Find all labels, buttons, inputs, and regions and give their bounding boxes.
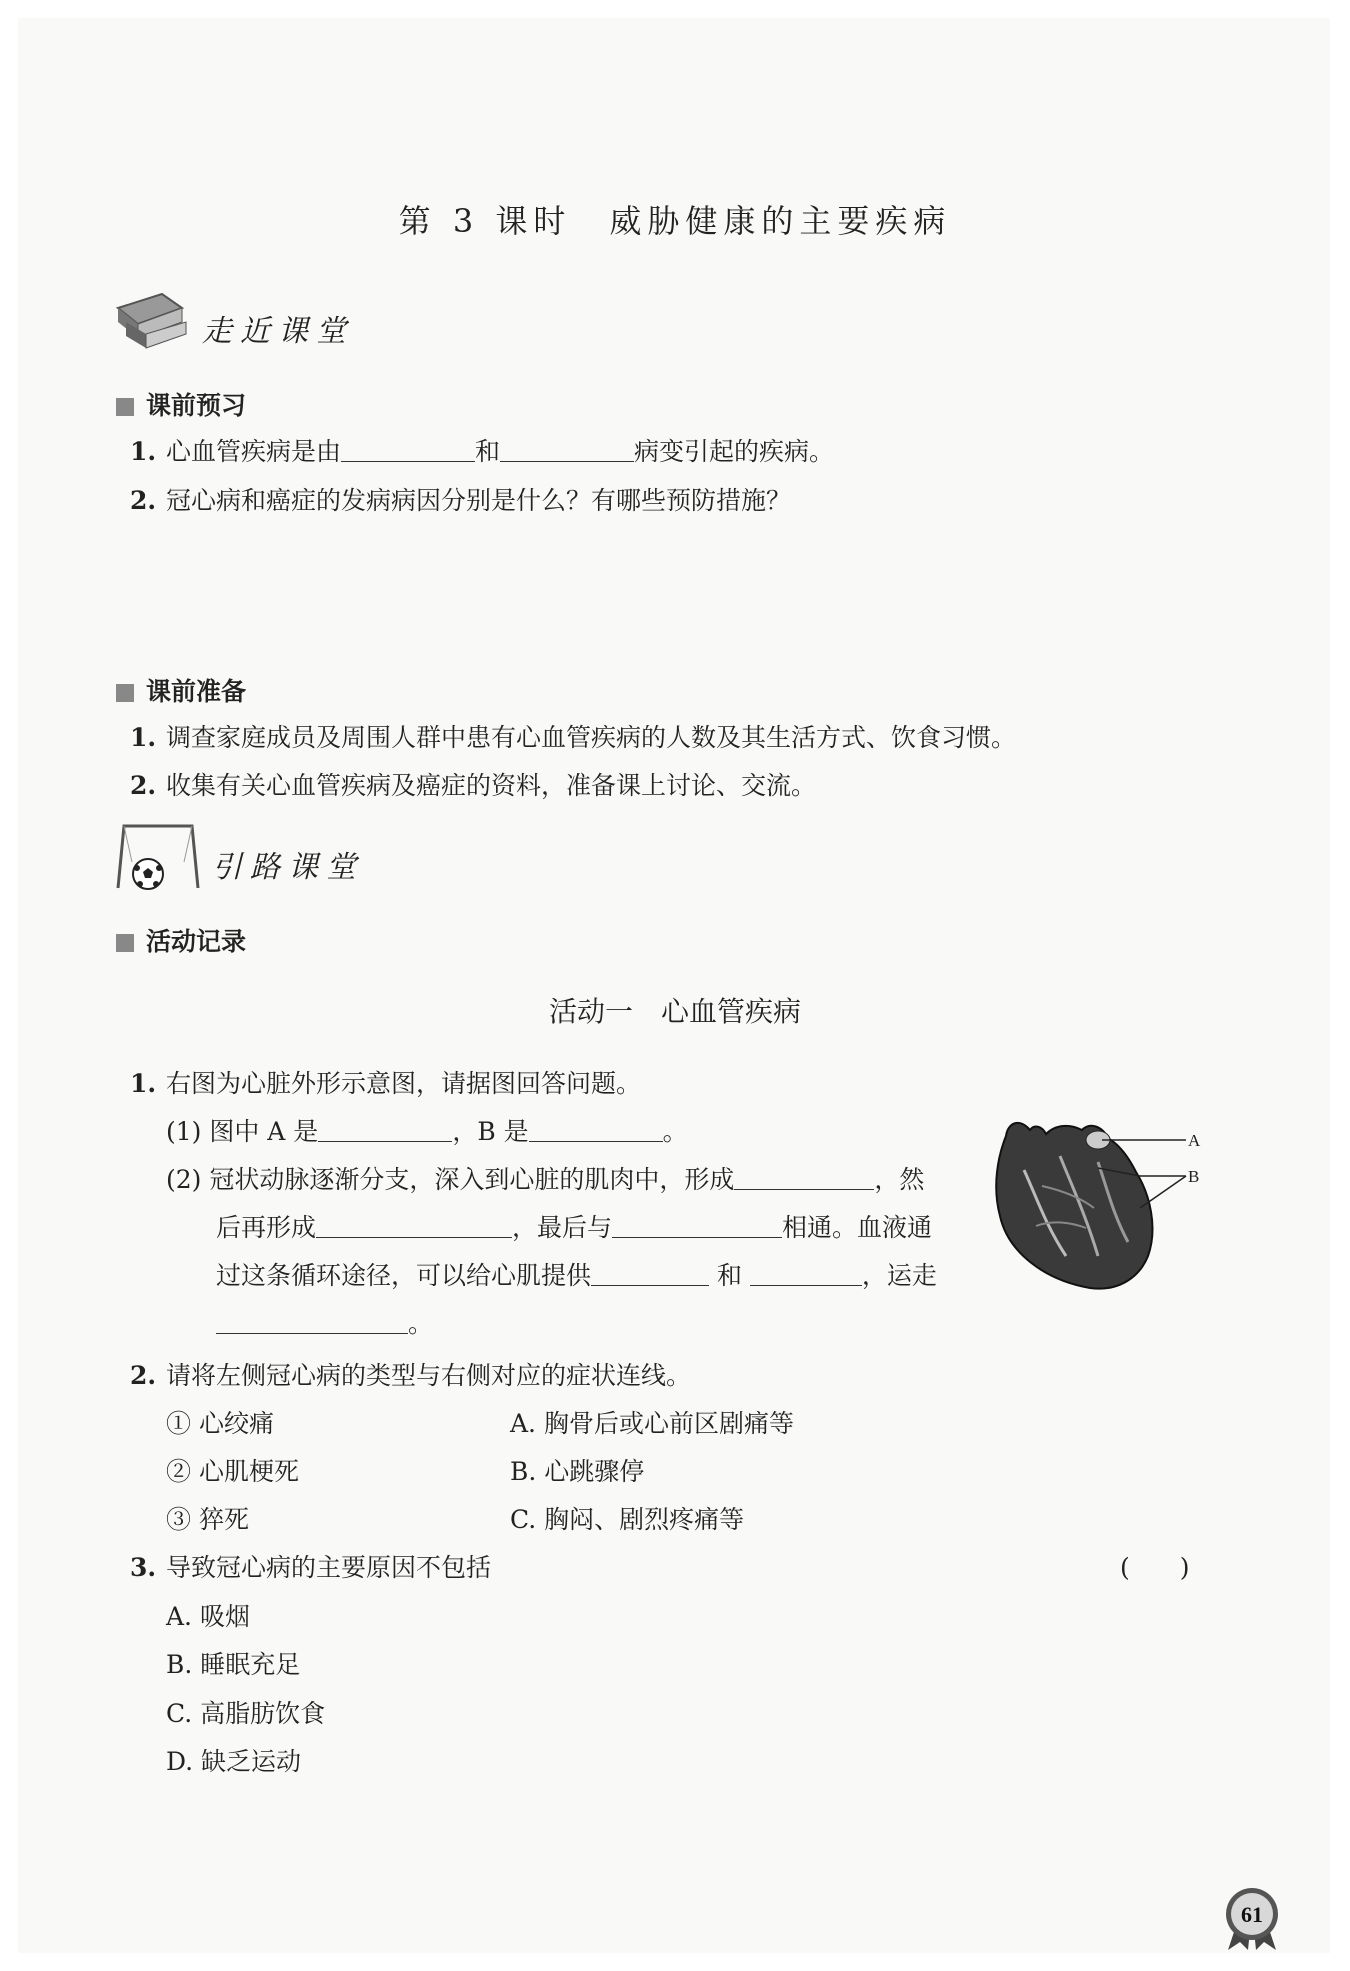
question-line: (2) 冠状动脉逐渐分支，深入到心脏的肌肉中，形成 ，然 (166, 1165, 925, 1194)
question-line: 2. 冠心病和癌症的发病病因分别是什么？有哪些预防措施？ (130, 486, 792, 515)
fill-blank[interactable] (529, 1119, 663, 1142)
fill-blank[interactable] (612, 1215, 782, 1238)
match-right[interactable]: B. 心跳骤停 (510, 1457, 645, 1486)
question-line: 。 (216, 1304, 433, 1340)
subheading: 课前准备 (116, 672, 246, 708)
match-left[interactable]: ③ 猝死 (166, 1505, 249, 1534)
fill-blank[interactable] (316, 1215, 512, 1238)
choice-option[interactable]: D. 缺乏运动 (166, 1747, 302, 1776)
question-line: 2. 收集有关心血管疾病及癌症的资料，准备课上讨论、交流。 (130, 771, 817, 800)
fill-blank[interactable] (216, 1311, 408, 1334)
fill-blank[interactable] (500, 439, 634, 462)
question-line: (1) 图中 A 是 ，B 是 。 (166, 1117, 688, 1146)
match-right[interactable]: C. 胸闷、剧烈疼痛等 (510, 1505, 745, 1534)
square-bullet-icon (116, 398, 134, 416)
page-title: 第 3 课时 威胁健康的主要疾病 (398, 202, 952, 240)
books-icon (112, 288, 192, 350)
choice-option[interactable]: A. 吸烟 (166, 1602, 250, 1631)
match-left[interactable]: ② 心肌梗死 (166, 1457, 299, 1486)
question-line: 后再形成 ，最后与 相通。血液通 (216, 1213, 933, 1242)
fill-blank[interactable] (591, 1263, 709, 1286)
soccer-goal-icon (112, 822, 204, 894)
match-right[interactable]: A. 胸骨后或心前区剧痛等 (510, 1409, 794, 1438)
answer-bracket[interactable]: ( ) (1120, 1553, 1190, 1582)
question-line: 3. 导致冠心病的主要原因不包括 (130, 1553, 492, 1582)
page-number-badge (1218, 1886, 1286, 1952)
question-line: 1. 右图为心脏外形示意图，请据图回答问题。 (130, 1069, 642, 1098)
fill-blank[interactable] (750, 1263, 862, 1286)
choice-option[interactable]: B. 睡眠充足 (166, 1650, 301, 1679)
subheading: 课前预习 (116, 386, 246, 422)
heart-diagram (990, 1116, 1206, 1294)
fill-blank[interactable] (318, 1119, 452, 1142)
question-line: 1. 心血管疾病是由 和 病变引起的疾病。 (130, 437, 835, 466)
square-bullet-icon (116, 684, 134, 702)
section-heading: 走近课堂 (202, 314, 354, 349)
fill-blank[interactable] (734, 1167, 874, 1190)
section-heading: 引路课堂 (212, 850, 364, 885)
fill-blank[interactable] (341, 439, 475, 462)
square-bullet-icon (116, 934, 134, 952)
activity-title: 活动一 心血管疾病 (548, 995, 801, 1028)
question-line: 2. 请将左侧冠心病的类型与右侧对应的症状连线。 (130, 1361, 692, 1390)
page-number: 61 (1241, 1902, 1263, 1927)
question-line: 1. 调查家庭成员及周围人群中患有心血管疾病的人数及其生活方式、饮食习惯。 (130, 723, 1017, 752)
choice-option[interactable]: C. 高脂肪饮食 (166, 1699, 326, 1728)
label-b: B (1188, 1167, 1200, 1186)
label-a: A (1188, 1131, 1201, 1150)
match-left[interactable]: ① 心绞痛 (166, 1409, 274, 1438)
subheading: 活动记录 (116, 922, 246, 958)
question-line: 过这条循环途径，可以给心肌提供 和 ，运走 (216, 1261, 937, 1290)
